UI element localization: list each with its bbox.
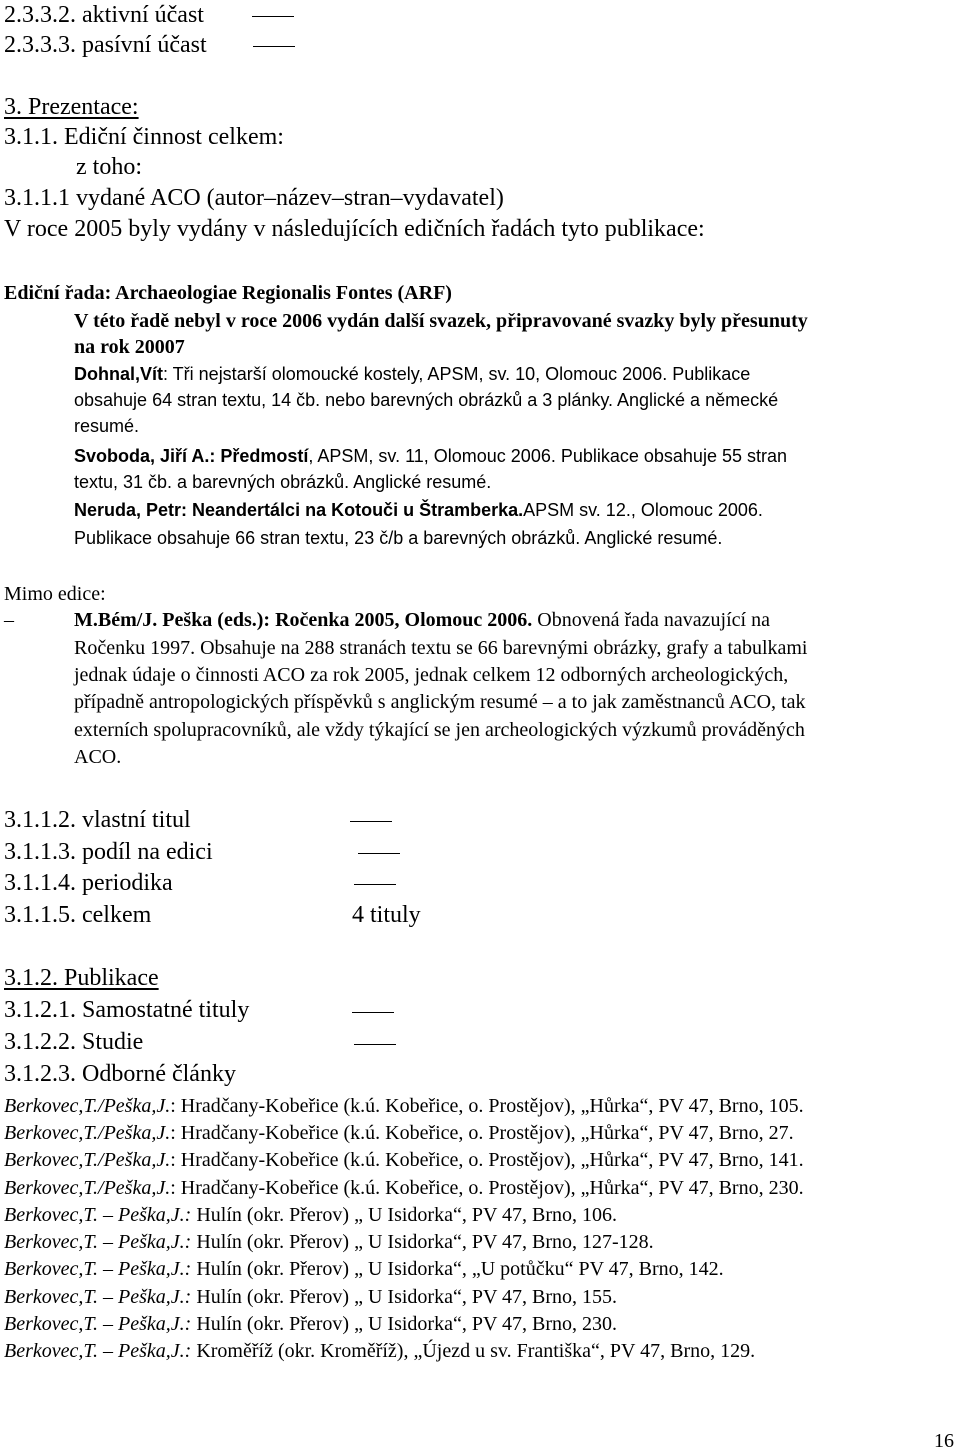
article-text: : Hradčany-Kobeřice (k.ú. Kobeřice, o. Prostějov), „Hůrka“, PV 47, Brno, 27.	[170, 1122, 794, 1144]
standalone-titles-label: 3.1.2.1. Samostatné tituly	[4, 997, 250, 1023]
own-title-label: 3.1.1.2. vlastní titul	[4, 807, 191, 833]
of-which-line: z toho:	[76, 154, 142, 180]
publication-1-text: : Tři nejstarší olomoucké kostely, APSM, sv. 10, Olomouc 2006. Publikace	[163, 364, 751, 384]
publication-1-author: Dohnal,Vít	[74, 364, 163, 384]
empty-value-dash	[358, 853, 400, 854]
passive-participation-label: 2.3.3.3. pasívní účast	[4, 32, 207, 58]
article-text: : Hradčany-Kobeřice (k.ú. Kobeřice, o. Prostějov), „Hůrka“, PV 47, Brno, 230.	[170, 1177, 804, 1199]
article-text: Hulín (okr. Přerov) „ U Isidorka“, PV 47, Brno, 155.	[191, 1286, 618, 1308]
outside-editions-heading: Mimo edice:	[4, 583, 106, 605]
edition-total-line: 3.1.1. Ediční činnost celkem:	[4, 124, 284, 150]
empty-value-dash	[253, 46, 295, 47]
series-title: Ediční řada: Archaeologiae Regionalis Fontes (ARF)	[4, 282, 452, 304]
passive-participation-line	[4, 30, 295, 60]
article-text: Hulín (okr. Přerov) „ U Isidorka“, PV 47, Brno, 230.	[191, 1313, 618, 1335]
publication-1-line-3: resumé.	[74, 416, 140, 436]
list-item	[4, 1093, 804, 1119]
publication-2-author: Svoboda, Jiří A.: Předmostí	[74, 446, 309, 466]
empty-value-dash	[354, 884, 396, 885]
active-participation-line	[4, 0, 294, 30]
publication-2-line-2: textu, 31 čb. a barevných obrázků. Anglické resumé.	[74, 472, 492, 492]
yearbook-title: M.Bém/J. Peška (eds.): Ročenka 2005, Olomouc 2006.	[74, 609, 533, 631]
article-author: Berkovec,T./Peška,J.	[4, 1095, 171, 1117]
outside-line-1-rest: Obnovená řada navazující na	[532, 609, 770, 631]
list-item	[4, 1284, 617, 1310]
outside-line-6: ACO.	[74, 746, 122, 768]
article-author: Berkovec,T. – Peška,J.:	[4, 1231, 192, 1253]
publication-3-title: Neruda, Petr: Neandertálci na Kotouči u Štramberka.	[74, 500, 524, 520]
periodicals-label: 3.1.1.4. periodika	[4, 870, 173, 896]
article-text: Hulín (okr. Přerov) „ U Isidorka“, PV 47, Brno, 106.	[191, 1204, 618, 1226]
issued-aco-line: 3.1.1.1 vydané ACO (autor–název–stran–vydavatel)	[4, 185, 504, 211]
article-text: Hulín (okr. Přerov) „ U Isidorka“, PV 47, Brno, 127-128.	[191, 1231, 654, 1253]
series-note-line-2: na rok 20007	[74, 336, 185, 358]
empty-value-dash	[352, 1012, 394, 1013]
list-item	[4, 1256, 724, 1282]
studies-label: 3.1.2.2. Studie	[4, 1029, 144, 1055]
article-author: Berkovec,T. – Peška,J.:	[4, 1258, 192, 1280]
article-text: Kroměříž (okr. Kroměříž), „Újezd u sv. Františka“, PV 47, Brno, 129.	[191, 1340, 756, 1362]
outside-dash: –	[4, 609, 14, 631]
issued-intro-line: V roce 2005 byly vydány v následujících edičních řadách tyto publikace:	[4, 216, 705, 242]
article-author: Berkovec,T. – Peška,J.:	[4, 1340, 192, 1362]
publication-1-line-2: obsahuje 64 stran textu, 14 čb. nebo barevných obrázků a 3 plánky. Anglické a německé	[74, 390, 779, 410]
empty-value-dash	[350, 821, 392, 822]
empty-value-dash	[354, 1044, 396, 1045]
publication-1-line-1	[74, 362, 750, 386]
list-item	[4, 1147, 804, 1173]
article-author: Berkovec,T./Peška,J.	[4, 1122, 171, 1144]
list-item	[4, 1202, 617, 1228]
page-number: 16	[934, 1430, 954, 1452]
edition-share-label: 3.1.1.3. podíl na edici	[4, 839, 213, 865]
publication-2-line-1	[74, 444, 787, 468]
list-item	[4, 1229, 654, 1255]
list-item	[4, 1338, 755, 1364]
total-titles-value: 4 tituly	[352, 902, 421, 928]
outside-line-3: jednak údaje o činnosti ACO za rok 2005, jednak celkem 12 odborných archeologických,	[74, 664, 789, 686]
publication-3-text: APSM sv. 12., Olomouc 2006.	[523, 500, 763, 520]
articles-heading: 3.1.2.3. Odborné články	[4, 1061, 236, 1087]
article-author: Berkovec,T. – Peška,J.:	[4, 1204, 192, 1226]
article-author: Berkovec,T. – Peška,J.:	[4, 1286, 192, 1308]
article-text: Hulín (okr. Přerov) „ U Isidorka“, „U potůčku“ PV 47, Brno, 142.	[191, 1258, 724, 1280]
own-title-line	[4, 805, 191, 835]
outside-line-5: externích spolupracovníků, ale vždy týkající se jen archeologických výzkumů prováděných	[74, 719, 805, 741]
article-author: Berkovec,T. – Peška,J.:	[4, 1313, 192, 1335]
article-author: Berkovec,T./Peška,J.	[4, 1149, 171, 1171]
article-text: : Hradčany-Kobeřice (k.ú. Kobeřice, o. Prostějov), „Hůrka“, PV 47, Brno, 105.	[170, 1095, 804, 1117]
publication-3-line-1	[74, 498, 763, 522]
active-participation-label: 2.3.3.2. aktivní účast	[4, 2, 204, 28]
outside-line-4: případně antropologických příspěvků s anglickým resumé – a to jak zaměstnanců ACO, tak	[74, 691, 806, 713]
empty-value-dash	[252, 16, 294, 17]
total-titles-label: 3.1.1.5. celkem	[4, 902, 152, 928]
outside-line-2: Ročenku 1997. Obsahuje na 288 stranách textu se 66 barevnými obrázky, grafy a tabulkami	[74, 637, 808, 659]
presentations-heading: 3. Prezentace:	[4, 94, 139, 120]
publication-3-line-2: Publikace obsahuje 66 stran textu, 23 č/b a barevných obrázků. Anglické resumé.	[74, 528, 723, 548]
publication-2-text: , APSM, sv. 11, Olomouc 2006. Publikace obsahuje 55 stran	[308, 446, 787, 466]
edition-share-line	[4, 837, 213, 867]
series-note-line-1: V této řadě nebyl v roce 2006 vydán další svazek, připravované svazky byly přesunuty	[74, 310, 808, 332]
publications-heading: 3.1.2. Publikace	[4, 965, 159, 991]
outside-line-1	[74, 607, 770, 633]
list-item	[4, 1120, 794, 1146]
article-text: : Hradčany-Kobeřice (k.ú. Kobeřice, o. Prostějov), „Hůrka“, PV 47, Brno, 141.	[170, 1149, 804, 1171]
periodicals-line	[4, 868, 173, 898]
list-item	[4, 1175, 804, 1201]
article-author: Berkovec,T./Peška,J.	[4, 1177, 171, 1199]
list-item	[4, 1311, 617, 1337]
